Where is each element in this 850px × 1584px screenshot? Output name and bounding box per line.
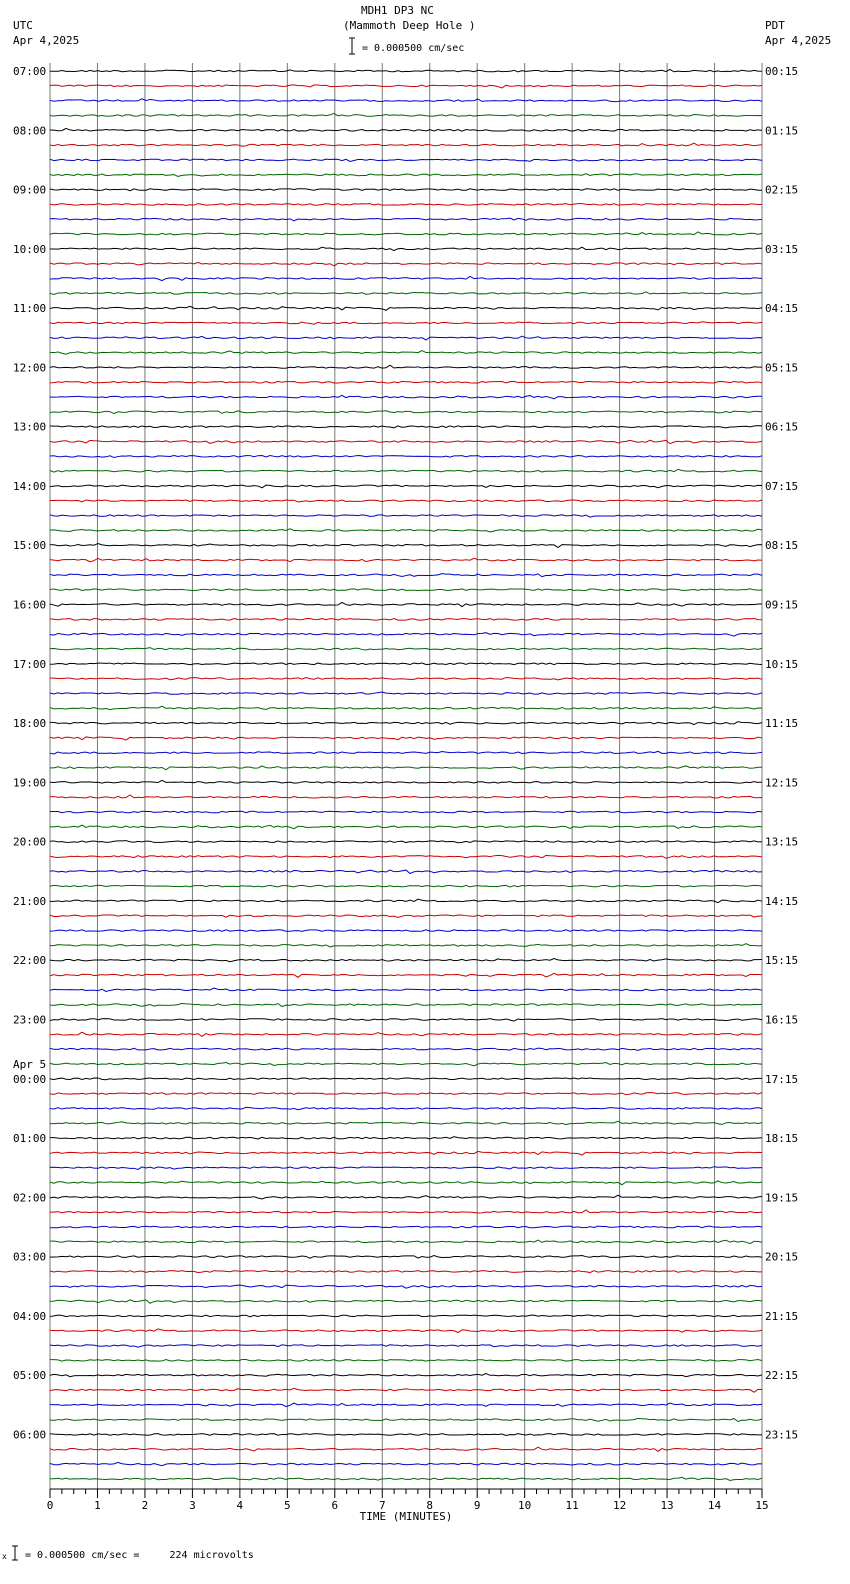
x-tick-label: 12 [612,1499,627,1512]
utc-zone-label: UTC [13,19,33,32]
utc-hour-label: 15:00 [13,539,47,553]
trace-76 [50,1195,762,1199]
trace-3 [50,113,762,116]
grid-lines [50,63,762,1489]
trace-83 [50,1300,762,1303]
x-tick-label: 0 [46,1499,54,1512]
utc-hour-label: 23:00 [13,1013,47,1027]
trace-60 [50,959,762,962]
trace-70 [50,1107,762,1109]
utc-hour-label: 10:00 [13,242,47,256]
trace-5 [50,143,762,146]
pdt-hour-label: 19:15 [765,1191,799,1205]
utc-hour-label: 16:00 [13,598,47,612]
trace-46 [50,751,762,754]
trace-4 [50,128,762,131]
pdt-hour-label: 07:15 [765,479,799,493]
pdt-hour-label: 05:15 [765,361,799,375]
trace-82 [50,1285,762,1288]
trace-23 [50,411,762,414]
trace-74 [50,1167,762,1170]
utc-hour-label: 02:00 [13,1191,47,1205]
header-scale-text: = 0.000500 cm/sec [362,43,465,54]
pdt-hour-label: 15:15 [765,954,799,968]
trace-77 [50,1210,762,1213]
trace-27 [50,469,762,472]
trace-54 [50,870,762,873]
trace-93 [50,1447,762,1451]
trace-9 [50,204,762,206]
utc-hour-label: 04:00 [13,1309,47,1323]
pdt-hour-label: 08:15 [765,539,799,553]
trace-50 [50,811,762,813]
utc-hour-label: 12:00 [13,361,47,375]
trace-45 [50,737,762,740]
pdt-hour-label: 18:15 [765,1132,799,1146]
trace-1 [50,85,762,88]
trace-57 [50,915,762,918]
utc-hour-label: 11:00 [13,302,47,316]
trace-71 [50,1121,762,1124]
utc-hour-label: 07:00 [13,65,47,78]
trace-21 [50,381,762,383]
trace-59 [50,944,762,947]
station-title: MDH1 DP3 NC [361,4,434,17]
trace-73 [50,1151,762,1155]
trace-49 [50,795,762,798]
trace-8 [50,189,762,191]
trace-2 [50,99,762,102]
trace-19 [50,351,762,355]
x-tick-label: 13 [660,1499,674,1512]
x-tick-label: 11 [565,1499,579,1512]
pdt-hour-label: 16:15 [765,1013,799,1027]
trace-29 [50,500,762,502]
trace-42 [50,692,762,694]
pdt-hour-label: 22:15 [765,1369,799,1383]
pdt-hour-label: 11:15 [765,717,799,731]
trace-26 [50,456,762,458]
trace-10 [50,218,762,221]
pdt-hour-label: 12:15 [765,776,799,790]
utc-hour-label: 08:00 [13,124,47,138]
x-tick-label: 6 [331,1499,339,1512]
trace-30 [50,515,762,517]
x-tick-label: 10 [518,1499,532,1512]
trace-48 [50,780,762,783]
trace-7 [50,174,762,177]
trace-84 [50,1315,762,1317]
x-tick-label: 3 [189,1499,196,1512]
pdt-hour-label: 23:15 [765,1428,799,1442]
x-tick-label: 2 [141,1499,149,1512]
pdt-hour-label: 00:15 [765,65,799,78]
pdt-hour-label: 04:15 [765,302,799,316]
utc-hour-label: 20:00 [13,835,47,849]
trace-91 [50,1418,762,1421]
trace-66 [50,1048,762,1050]
trace-64 [50,1019,762,1022]
trace-61 [50,973,762,977]
trace-78 [50,1226,762,1228]
trace-65 [50,1032,762,1036]
trace-28 [50,485,762,488]
trace-38 [50,633,762,636]
trace-44 [50,722,762,725]
trace-34 [50,574,762,577]
trace-81 [50,1271,762,1273]
utc-hour-label: 21:00 [13,894,47,908]
utc-date-label: Apr 4,2025 [13,34,80,47]
pdt-hour-label: 09:15 [765,598,799,612]
trace-43 [50,706,762,709]
trace-62 [50,988,762,991]
trace-86 [50,1345,762,1348]
trace-14 [50,276,762,280]
pdt-zone-label: PDT [765,19,785,32]
footer-marker: x [2,1552,7,1561]
x-tick-label: 7 [378,1499,386,1512]
x-tick-label: 9 [473,1499,481,1512]
trace-41 [50,677,762,679]
x-tick-label: 1 [94,1499,101,1512]
time-axis [47,1489,769,1523]
seismic-traces [50,69,762,1480]
pdt-hour-label: 13:15 [765,835,799,849]
trace-12 [50,247,762,250]
trace-15 [50,292,762,295]
trace-92 [50,1434,762,1436]
trace-75 [50,1181,762,1185]
pdt-hour-label: 14:15 [765,894,799,908]
trace-16 [50,306,762,310]
trace-56 [50,899,762,903]
trace-58 [50,930,762,932]
trace-63 [50,1003,762,1006]
day-change-label: Apr 5 [13,1057,47,1071]
utc-hour-label: 14:00 [13,479,47,493]
utc-hour-label: 17:00 [13,657,47,671]
trace-37 [50,618,762,620]
trace-17 [50,322,762,324]
trace-94 [50,1462,762,1465]
utc-hour-label: 09:00 [13,183,47,197]
trace-72 [50,1137,762,1139]
utc-hour-label: 13:00 [13,420,47,434]
utc-hour-label: 06:00 [13,1428,47,1442]
trace-18 [50,336,762,340]
trace-11 [50,232,762,235]
pdt-hour-label: 06:15 [765,420,799,434]
trace-36 [50,602,762,606]
pdt-date-label: Apr 4,2025 [765,34,832,47]
trace-68 [50,1078,762,1080]
pdt-hour-label: 03:15 [765,242,799,256]
x-tick-label: 14 [707,1499,722,1512]
pdt-hour-label: 02:15 [765,183,799,197]
x-tick-label: 8 [426,1499,434,1512]
trace-89 [50,1388,762,1392]
site-name: (Mammoth Deep Hole ) [343,19,476,32]
trace-95 [50,1477,762,1480]
trace-22 [50,395,762,399]
utc-hour-label: 00:00 [13,1072,47,1086]
trace-24 [50,426,762,428]
trace-85 [50,1329,762,1333]
trace-31 [50,529,762,532]
trace-35 [50,589,762,591]
trace-79 [50,1240,762,1244]
utc-hour-label: 05:00 [13,1369,47,1383]
trace-40 [50,663,762,665]
pdt-hour-label: 21:15 [765,1309,799,1323]
trace-69 [50,1092,762,1094]
trace-67 [50,1062,762,1065]
trace-20 [50,365,762,368]
utc-hour-label: 22:00 [13,954,47,968]
utc-hour-label: 18:00 [13,717,47,731]
trace-13 [50,262,762,266]
trace-52 [50,841,762,843]
trace-33 [50,558,762,562]
trace-32 [50,544,762,548]
trace-87 [50,1360,762,1362]
pdt-hour-label: 10:15 [765,657,799,671]
trace-51 [50,825,762,829]
utc-hour-label: 03:00 [13,1250,47,1264]
trace-88 [50,1373,762,1376]
x-tick-label: 15 [755,1499,769,1512]
utc-hour-label: 19:00 [13,776,47,790]
x-axis-title: TIME (MINUTES) [359,1510,453,1523]
pdt-hour-label: 20:15 [765,1250,799,1264]
x-tick-label: 5 [284,1499,291,1512]
trace-55 [50,885,762,887]
trace-25 [50,440,762,443]
pdt-hour-label: 17:15 [765,1072,799,1086]
x-tick-label: 4 [236,1499,244,1512]
trace-6 [50,159,762,161]
trace-90 [50,1403,762,1407]
footer-scale-text: = 0.000500 cm/sec = 224 microvolts [25,1550,254,1561]
trace-39 [50,648,762,650]
trace-80 [50,1256,762,1259]
trace-0 [50,69,762,71]
utc-hour-label: 01:00 [13,1132,47,1146]
trace-47 [50,766,762,770]
trace-53 [50,855,762,858]
pdt-hour-label: 01:15 [765,124,799,138]
